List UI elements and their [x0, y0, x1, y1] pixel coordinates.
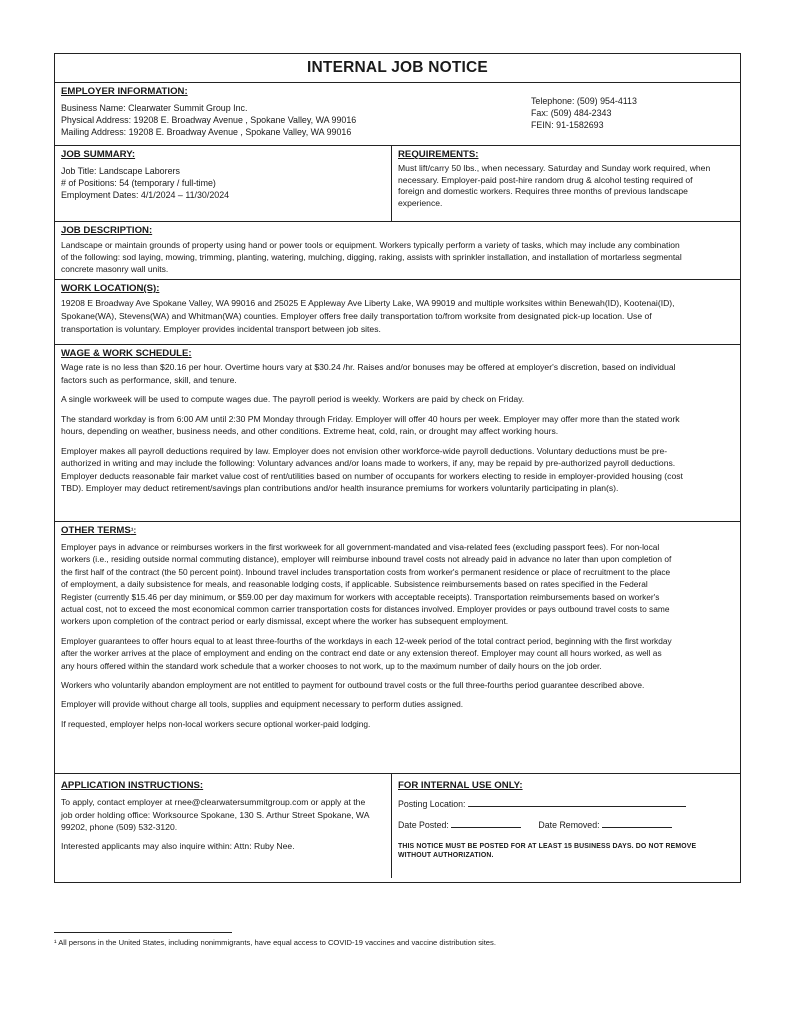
employment-dates: Employment Dates: 4/1/2024 – 11/30/2024 — [61, 190, 230, 201]
other-terms-header — [61, 525, 734, 537]
terms-paragraph-tools — [61, 698, 734, 710]
work-locations-header: WORK LOCATION(S): — [61, 283, 160, 294]
requirements-header: REQUIREMENTS: — [398, 149, 479, 160]
footnote: ¹ All persons in the United States, including nonimmigrants, have equal access to COVID-19 vaccines and vaccine distribution sites. — [54, 938, 496, 947]
terms-line: workers (i.e., residing outside normal commuting distance), employer will reimburse inbound travel costs not already paid in advance no later than upon completion of — [61, 554, 672, 565]
employer-header: EMPLOYER INFORMATION: — [61, 86, 188, 97]
job-title: Job Title: Landscape Laborers — [61, 166, 180, 176]
job-description-line: concrete masonry wall units. — [61, 264, 169, 275]
terms-paragraph-guarantee — [61, 635, 734, 672]
wage-header: WAGE & WORK SCHEDULE: — [61, 348, 192, 359]
requirements-line: Must lift/carry 50 lbs., when necessary. Saturday and Sunday work required, when — [398, 163, 711, 173]
wage-schedule-section — [55, 345, 740, 522]
work-locations-section — [55, 280, 740, 345]
posting-location-label: Posting Location: — [398, 799, 466, 809]
terms-paragraph-lodging — [61, 718, 734, 730]
employer-section — [55, 83, 740, 146]
other-terms-title: OTHER TERMS — [61, 525, 131, 536]
wage-line: hours, depending on weather, business needs, and other conditions. Extreme heat, cold, rain, or drought may affect working hours. — [61, 426, 559, 436]
requirements-line: experience. — [398, 197, 443, 208]
application-instructions — [55, 774, 391, 878]
telephone: Telephone: (509) 954-4113 — [531, 96, 637, 106]
terms-line: Employer pays in advance or reimburses workers in the first workweek for all government-mandated and visa-related fees (excluding passport fees). For non-local — [61, 542, 660, 552]
wage-line: TBD). Employer may deduct retirement/savings plan contributions and/or health insurance premiums for workers voluntarily participating in plan(s). — [61, 483, 619, 493]
terms-line: Employer will provide without charge all tools, supplies and equipment necessary to perform duties assigned. — [61, 699, 464, 710]
terms-line: of employment, a daily subsistence for meals, and reasonable lodging costs, if applicable. Subsistence reimbursements based on rates specified in the Federal — [61, 579, 648, 590]
wage-paragraph-payroll — [61, 393, 734, 406]
wage-line: authorized in writing and may include the following: Voluntary advances and/or loans made to workers, if any, may be repaid by pre-authorized payroll deductions. — [61, 458, 676, 468]
other-terms-footnote-mark: ¹: — [130, 526, 137, 535]
posting-notice-line: THIS NOTICE MUST BE POSTED FOR AT LEAST 15 BUSINESS DAYS. DO NOT REMOVE — [398, 843, 697, 851]
page-title: INTERNAL JOB NOTICE — [55, 54, 740, 83]
fein: FEIN: 91-1582693 — [531, 120, 604, 131]
date-posted-label: Date Posted: — [398, 820, 449, 831]
application-header: APPLICATION INSTRUCTIONS: — [61, 780, 204, 791]
application-inquire: Interested applicants may also inquire within: Attn: Ruby Nee. — [61, 840, 295, 851]
terms-line: Register (currently $15.46 per day minimum, or $59.00 per day maximum for workers with acceptable receipts). Transportation reimbursements based on worker's — [61, 591, 660, 602]
terms-line: actual cost, not to exceed the most economical common carrier transportation costs for distances involved. Employer provides or pays outbound travel costs to same — [61, 604, 670, 615]
physical-address: Physical Address: 19208 E. Broadway Avenue , Spokane Valley, WA 99016 — [61, 115, 357, 126]
other-terms-section — [55, 522, 740, 774]
wage-line: Employer deducts reasonable fair market value cost of rent/utilities based on number of occupants for workers electing to reside in employer-provided housing (cost — [61, 470, 683, 481]
terms-paragraph-abandon — [61, 679, 734, 691]
business-name: Business Name: Clearwater Summit Group Inc. — [61, 103, 248, 113]
posting-location-field — [398, 798, 734, 810]
job-summary-header: JOB SUMMARY: — [61, 149, 136, 160]
wage-line: A single workweek will be used to compute wages due. The payroll period is weekly. Workers are paid by check on Friday. — [61, 394, 525, 404]
wage-line: Employer makes all payroll deductions required by law. Employer does not envision other workforce-wide payroll deductions. Voluntary deductions must be pre- — [61, 445, 668, 456]
date-removed-line — [602, 819, 672, 828]
summary-requirements-section — [55, 146, 740, 222]
wage-line: factors such as performance, skill, and tenure. — [61, 374, 237, 385]
requirements-line: necessary. Employer-paid post-hire random drug & alcohol testing required of — [398, 174, 693, 185]
terms-line: any hours offered within the standard work schedule that a worker chooses to not work, up to the maximum number of daily hours on the job order. — [61, 660, 602, 671]
job-description-section — [55, 222, 740, 280]
requirements — [391, 146, 740, 221]
terms-line: Workers who voluntarily abandon employment are not entitled to payment for outbound travel costs or the full three-fourths period guarantee described above. — [61, 680, 645, 691]
mailing-address: Mailing Address: 19208 E. Broadway Avenue , Spokane Valley, WA 99016 — [61, 127, 352, 138]
date-removed-label: Date Removed: — [538, 820, 600, 831]
terms-paragraph-fees — [61, 541, 734, 628]
date-posted-line — [451, 819, 521, 828]
wage-paragraph-deductions — [61, 445, 734, 495]
application-line: To apply, contact employer at rnee@clearwatersummitgroup.com or apply at the — [61, 797, 366, 807]
posting-notice-line: WITHOUT AUTHORIZATION. — [398, 852, 494, 860]
requirements-line: foreign and domestic workers. Requires three months of previous landscape — [398, 186, 688, 197]
posting-location-line — [468, 798, 686, 807]
wage-line: Wage rate is no less than $20.16 per hour. Overtime hours vary at $30.24 /hr. Raises and/or bonuses may be offered at employer's discretion, based on individual — [61, 362, 676, 372]
application-internal-section — [55, 774, 740, 878]
terms-line: the first half of the contract (the 50 percent point). Inbound travel includes transportation costs from worker's permanent residence or place of recruitment to the place — [61, 566, 671, 577]
dates-field — [398, 819, 734, 831]
terms-line: If requested, employer helps non-local workers secure optional worker-paid lodging. — [61, 718, 371, 729]
job-description-line: of the following: sod laying, mowing, trimming, planting, watering, mulching, digging, raking, assists with sprinkler installation, and installation of mortarless segmental — [61, 252, 682, 263]
fax: Fax: (509) 484-2343 — [531, 108, 612, 119]
footnote-divider — [54, 932, 232, 933]
job-description-header: JOB DESCRIPTION: — [61, 225, 153, 236]
wage-paragraph-schedule — [61, 413, 734, 438]
wage-paragraph-rate — [61, 361, 734, 386]
wage-line: The standard workday is from 6:00 AM until 2:30 PM Monday through Friday. Employer will offer 40 hours per week. Employer may offer more than the stated work — [61, 413, 680, 424]
posting-notice — [398, 842, 734, 860]
work-location-line: transportation is voluntary. Employer provides incidental transport between job sites. — [61, 323, 381, 334]
terms-line: Employer guarantees to offer hours equal to at least three-fourths of the workdays in each 12-week period of the total contract period, beginning with the first workday — [61, 635, 672, 646]
job-summary — [55, 146, 391, 221]
job-description-line: Landscape or maintain grounds of property using hand or power tools or equipment. Workers typically perform a variety of tasks, which may include any combination — [61, 240, 680, 250]
internal-use — [391, 774, 740, 878]
positions-count: # of Positions: 54 (temporary / full-time) — [61, 178, 216, 189]
internal-use-header: FOR INTERNAL USE ONLY: — [398, 780, 523, 791]
application-line: job order holding office: Worksource Spokane, 130 S. Arthur Street Spokane, WA — [61, 809, 370, 820]
work-location-line: 19208 E Broadway Ave Spokane Valley, WA 99016 and 25025 E Appleway Ave Liberty Lake, WA 99019 and multiple worksites within Benewah(ID), Kootenai(ID), — [61, 298, 675, 308]
terms-line: after the worker arrives at the place of employment and ending on the contract end date or any extension thereof. Employer may count all hours worked, as well as — [61, 648, 662, 659]
job-notice — [54, 53, 741, 883]
application-line: 99202, phone (509) 532-3120. — [61, 822, 178, 833]
work-location-line: Spokane(WA), Stevens(WA) and Whitman(WA) counties. Employer offers free daily transportation to/from worksite from designated pick-up location. Use of — [61, 310, 652, 321]
terms-line: workers upon completion of the contract period or early dismissal, except where the worker has subsequent employment. — [61, 616, 509, 627]
